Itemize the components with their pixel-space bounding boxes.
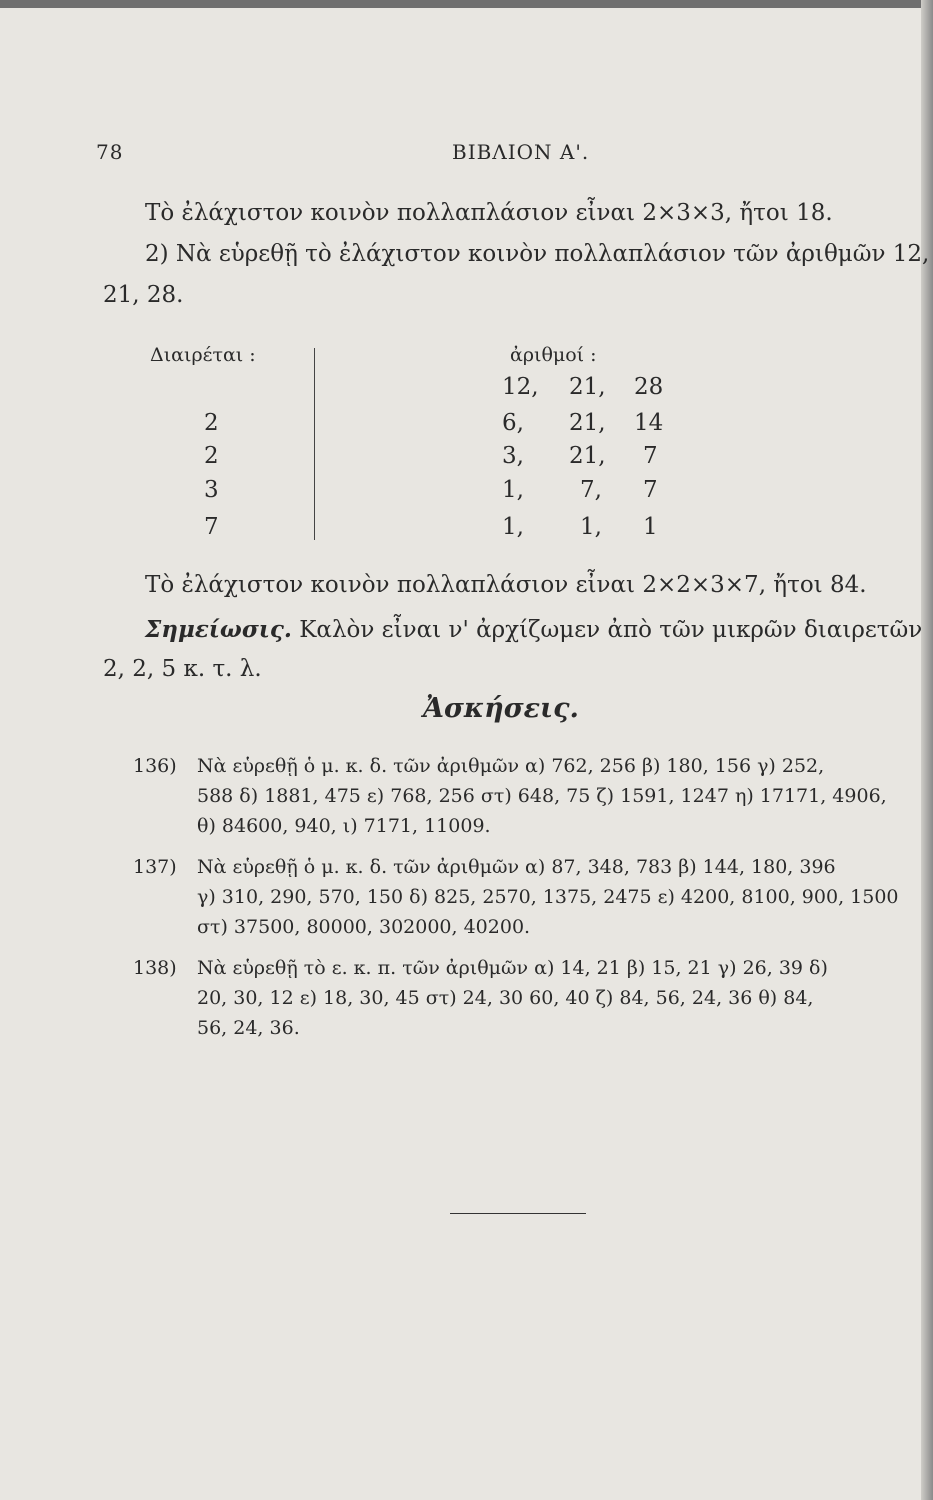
table-cell: 1,: [502, 514, 524, 540]
numbers-header: ἀριθμοί :: [510, 344, 597, 366]
exercise-line: γ) 310, 290, 570, 150 δ) 825, 2570, 1375, 2475 ε) 4200, 8100, 900, 1500: [197, 886, 899, 908]
table-row-divisor: 7: [204, 514, 219, 540]
note-text: Καλὸν εἶναι ν' ἀρχίζωμεν ἀπὸ τῶν μικρῶν διαιρετῶν: [291, 617, 923, 643]
table-cell: 6,: [502, 410, 524, 436]
table-cell: 21,: [569, 443, 606, 469]
exercise-line: 588 δ) 1881, 475 ε) 768, 256 στ) 648, 75 ζ) 1591, 1247 η) 17171, 4906,: [197, 785, 887, 807]
table-divider-line: [314, 348, 315, 540]
section-end-rule: [450, 1213, 586, 1214]
table-cell: 21,: [569, 374, 606, 400]
page-number: 78: [96, 140, 124, 164]
table-cell: 1,: [502, 477, 524, 503]
note-paragraph: [145, 616, 922, 643]
note-label: Σημείωσις.: [145, 616, 292, 643]
text-line-1: Τὸ ἐλάχιστον κοινὸν πολλαπλάσιον εἶναι 2×3×3, ἤτοι 18.: [145, 200, 833, 226]
exercise-line: Νὰ εὑρεθῇ ὁ μ. κ. δ. τῶν ἀριθμῶν α) 762, 256 β) 180, 156 γ) 252,: [197, 755, 825, 777]
note-continuation: 2, 2, 5 κ. τ. λ.: [103, 656, 262, 682]
table-cell: 7,: [580, 477, 602, 503]
table-cell: 14: [634, 410, 664, 436]
table-cell: 28: [634, 374, 664, 400]
exercise-line: 56, 24, 36.: [197, 1017, 300, 1039]
result-line: Τὸ ἐλάχιστον κοινὸν πολλαπλάσιον εἶναι 2×2×3×7, ἤτοι 84.: [145, 572, 867, 598]
table-row-divisor: 2: [204, 410, 219, 436]
exercise-line: 20, 30, 12 ε) 18, 30, 45 στ) 24, 30 60, 40 ζ) 84, 56, 24, 36 θ) 84,: [197, 987, 814, 1009]
table-cell: 12,: [502, 374, 539, 400]
exercise-line: θ) 84600, 940, ι) 7171, 11009.: [197, 815, 491, 837]
text-line-3: 21, 28.: [103, 282, 184, 308]
exercise-line: Νὰ εὑρεθῇ ὁ μ. κ. δ. τῶν ἀριθμῶν α) 87, 348, 783 β) 144, 180, 396: [197, 856, 836, 878]
table-row-divisor: 3: [204, 477, 219, 503]
exercise-number: 138): [133, 957, 177, 979]
exercise-number: 137): [133, 856, 177, 878]
divisors-header: Διαιρέται :: [150, 344, 256, 366]
table-cell: 21,: [569, 410, 606, 436]
scan-right-edge: [921, 0, 933, 1500]
table-cell: 1,: [580, 514, 602, 540]
running-title: ΒΙΒΛΙΟΝ Α'.: [452, 140, 590, 164]
table-cell: 7: [643, 443, 658, 469]
exercise-number: 136): [133, 755, 177, 777]
table-row-divisor: 2: [204, 443, 219, 469]
exercise-line: Νὰ εὑρεθῇ τὸ ε. κ. π. τῶν ἀριθμῶν α) 14, 21 β) 15, 21 γ) 26, 39 δ): [197, 957, 828, 979]
table-cell: 3,: [502, 443, 524, 469]
text-line-2: 2) Νὰ εὑρεθῇ τὸ ἐλάχιστον κοινὸν πολλαπλάσιον τῶν ἀριθμῶν 12,: [145, 241, 930, 267]
scan-top-edge: [0, 0, 933, 8]
exercise-line: στ) 37500, 80000, 302000, 40200.: [197, 916, 531, 938]
table-cell: 7: [643, 477, 658, 503]
table-cell: 1: [643, 514, 658, 540]
exercises-title: Ἀσκήσεις.: [423, 693, 579, 724]
